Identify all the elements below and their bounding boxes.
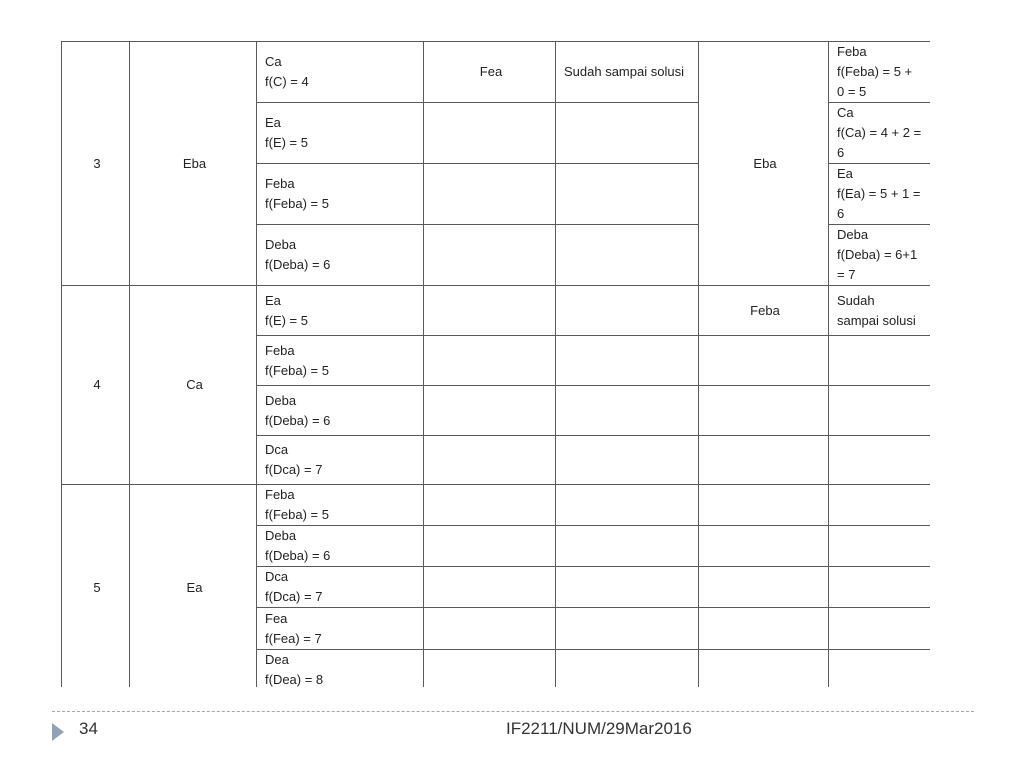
successor-node: Ea f(E) = 5: [257, 103, 424, 164]
empty-cell: [556, 608, 699, 650]
expanded-node: Eba: [699, 42, 829, 286]
empty-cell: [424, 436, 556, 485]
successor-node: Ea f(E) = 5: [257, 286, 424, 336]
successor-node: Deba f(Deba) = 6: [257, 386, 424, 436]
expanded-node: Ea: [130, 485, 257, 688]
successor-node: Fea: [424, 42, 556, 103]
empty-cell: [699, 485, 829, 526]
empty-cell: [556, 436, 699, 485]
successor-node: Dca f(Dca) = 7: [257, 567, 424, 608]
empty-cell: [829, 608, 931, 650]
table-row: [62, 42, 931, 103]
expanded-node: Ca: [130, 286, 257, 485]
footer-divider: [52, 711, 974, 712]
empty-cell: [556, 485, 699, 526]
empty-cell: [424, 567, 556, 608]
expanded-node: Feba: [699, 286, 829, 336]
successor-node: Ca f(C) = 4: [257, 42, 424, 103]
empty-cell: [424, 336, 556, 386]
empty-cell: [829, 526, 931, 567]
successor-node: Dea f(Dea) = 8: [257, 650, 424, 688]
empty-cell: [424, 485, 556, 526]
step-number: 5: [62, 485, 130, 688]
empty-cell: [424, 650, 556, 688]
empty-cell: [699, 526, 829, 567]
empty-cell: [699, 650, 829, 688]
successor-node: Feba f(Feba) = 5: [257, 164, 424, 225]
empty-cell: [829, 567, 931, 608]
empty-cell: [699, 336, 829, 386]
page-number: 34: [79, 719, 98, 738]
empty-cell: [424, 164, 556, 225]
step-number: 3: [62, 42, 130, 286]
empty-cell: [556, 526, 699, 567]
queue-cell: Deba f(Deba) = 6+1 = 7: [829, 225, 931, 286]
empty-cell: [556, 567, 699, 608]
empty-cell: [424, 225, 556, 286]
status-cell: Sudah sampai solusi: [556, 42, 699, 103]
empty-cell: [556, 650, 699, 688]
search-table-container: [61, 41, 930, 687]
queue-cell: Ca f(Ca) = 4 + 2 = 6: [829, 103, 931, 164]
table-row: [62, 286, 931, 336]
empty-cell: [424, 608, 556, 650]
successor-node: Deba f(Deba) = 6: [257, 225, 424, 286]
successor-node: Dca f(Dca) = 7: [257, 436, 424, 485]
empty-cell: [556, 225, 699, 286]
empty-cell: [829, 386, 931, 436]
successor-node: Deba f(Deba) = 6: [257, 526, 424, 567]
empty-cell: [556, 386, 699, 436]
empty-cell: [829, 436, 931, 485]
triangle-bullet-icon: [52, 723, 64, 741]
step-number: 4: [62, 286, 130, 485]
empty-cell: [699, 608, 829, 650]
empty-cell: [424, 386, 556, 436]
table-row: [62, 485, 931, 526]
footer-course-ref: IF2211/NUM/29Mar2016: [506, 719, 692, 738]
empty-cell: [556, 336, 699, 386]
empty-cell: [556, 286, 699, 336]
expanded-node: Eba: [130, 42, 257, 286]
empty-cell: [424, 286, 556, 336]
queue-cell: Feba f(Feba) = 5 + 0 = 5: [829, 42, 931, 103]
empty-cell: [699, 567, 829, 608]
successor-node: Feba f(Feba) = 5: [257, 485, 424, 526]
empty-cell: [424, 526, 556, 567]
empty-cell: [556, 164, 699, 225]
search-table: [61, 41, 930, 687]
queue-cell: Ea f(Ea) = 5 + 1 = 6: [829, 164, 931, 225]
empty-cell: [699, 436, 829, 485]
empty-cell: [829, 336, 931, 386]
status-cell: Sudah sampai solusi: [829, 286, 931, 336]
empty-cell: [556, 103, 699, 164]
empty-cell: [424, 103, 556, 164]
successor-node: Fea f(Fea) = 7: [257, 608, 424, 650]
empty-cell: [829, 650, 931, 688]
successor-node: Feba f(Feba) = 5: [257, 336, 424, 386]
empty-cell: [699, 386, 829, 436]
empty-cell: [829, 485, 931, 526]
